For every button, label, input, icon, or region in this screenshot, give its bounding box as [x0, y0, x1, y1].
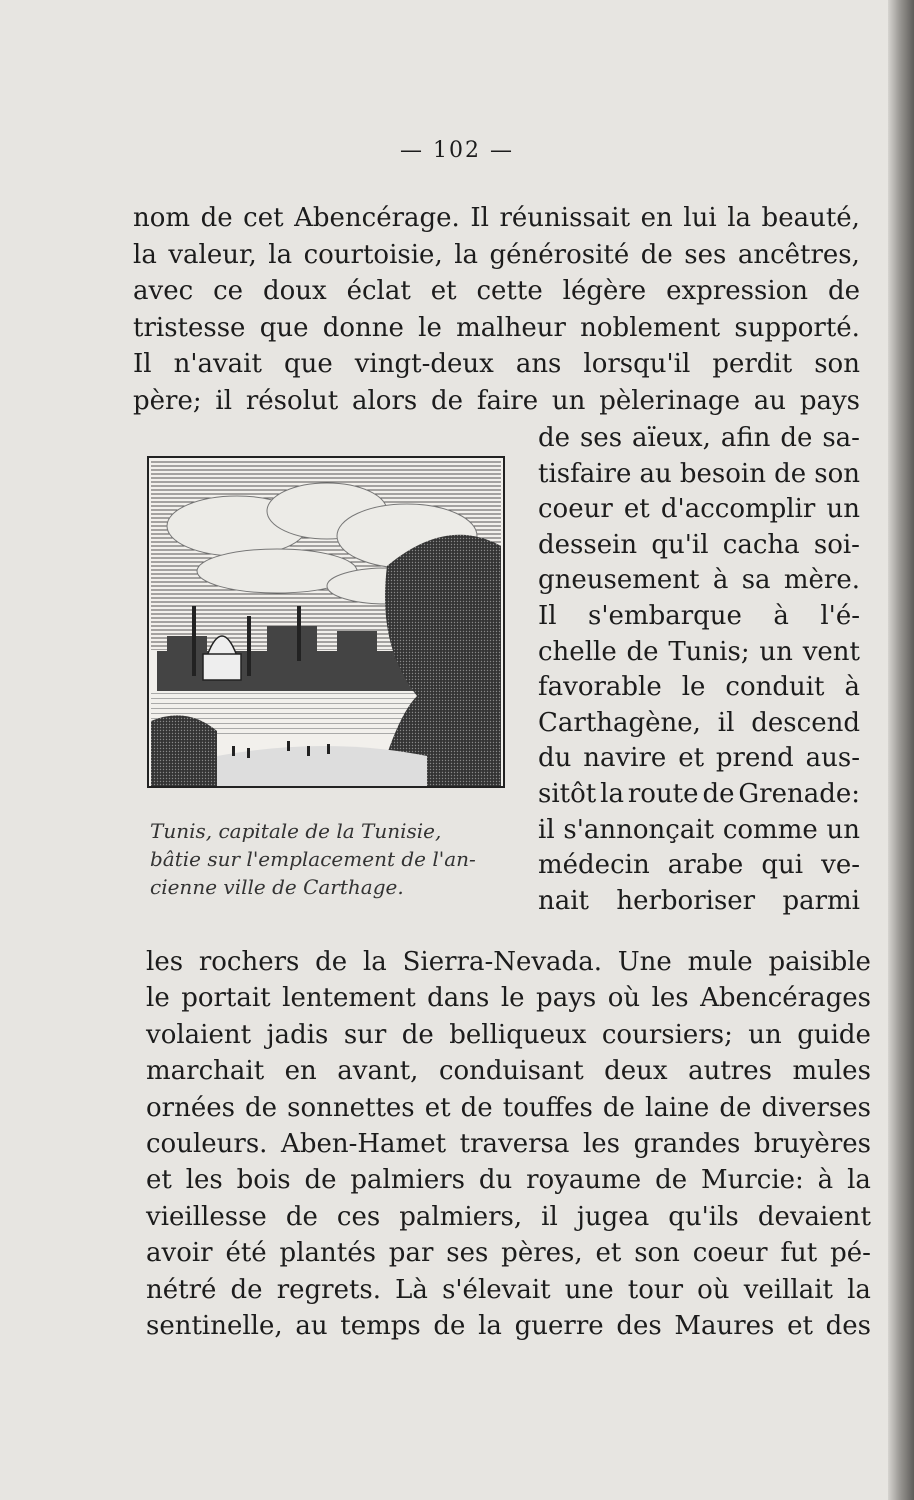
text-line: du navire et prend aus-	[538, 743, 860, 774]
text-line: marchait en avant, conduisant deux autres mules	[146, 1056, 871, 1087]
text-line: sitôt la route de Grenade:	[538, 779, 860, 809]
text-line: nétré de regrets. Là s'élevait une tour où veillait la	[146, 1274, 871, 1305]
text-line: volaient jadis sur de belliqueux coursiers; un guide	[146, 1019, 871, 1050]
text-line: et les bois de palmiers du royaume de Murcie: à la	[146, 1165, 871, 1196]
page-edge	[888, 0, 914, 1500]
text-line: le portait lentement dans le pays où les Abencérages	[146, 983, 871, 1014]
text-line: couleurs. Aben-Hamet traversa les grandes bruyères	[146, 1129, 871, 1159]
text-line: nom de cet Abencérage. Il réunissait en lui la beauté,	[133, 203, 860, 233]
text-line: nait herboriser parmi	[538, 885, 860, 916]
text-line: dessein qu'il cacha soi-	[538, 529, 860, 560]
caption-line: bâtie sur l'emplacement de l'an-	[150, 847, 476, 871]
text-line: la valeur, la courtoisie, la générosité de ses ancêtres,	[133, 239, 860, 270]
caption-line: Tunis, capitale de la Tunisie,	[150, 819, 442, 843]
text-line: tisfaire au besoin de son	[538, 458, 860, 489]
figure-caption	[150, 817, 520, 901]
tunis-engraving	[147, 456, 505, 788]
text-line: coeur et d'accomplir un	[538, 494, 860, 525]
text-line: il s'annonçait comme un	[538, 814, 860, 845]
text-line: Il n'avait que vingt-deux ans lorsqu'il perdit son	[133, 349, 860, 380]
text-line: Carthagène, il descend	[538, 707, 860, 738]
text-line: favorable le conduit à	[538, 672, 860, 703]
text-line: Il s'embarque à l'é-	[538, 601, 860, 631]
text-line: les rochers de la Sierra-Nevada. Une mule paisible	[146, 947, 871, 977]
text-line: avoir été plantés par ses pères, et son coeur fut pé-	[146, 1238, 871, 1269]
text-line: ornées de sonnettes et de touffes de laine de diverses	[146, 1092, 871, 1123]
text-line: vieillesse de ces palmiers, il jugea qu'ils devaient	[146, 1201, 871, 1232]
text-line: sentinelle, au temps de la guerre des Maures et des	[146, 1311, 871, 1341]
text-line: père; il résolut alors de faire un pèlerinage au pays	[133, 386, 860, 416]
page-number: — 102 —	[400, 138, 514, 163]
text-line: de ses aïeux, afin de sa-	[538, 423, 860, 453]
text-line: tristesse que donne le malheur noblement supporté.	[133, 312, 860, 343]
text-line: chelle de Tunis; un vent	[538, 636, 860, 667]
text-line: avec ce doux éclat et cette légère expression de	[133, 276, 860, 307]
text-line: médecin arabe qui ve-	[538, 850, 860, 881]
caption-line: cienne ville de Carthage.	[150, 875, 404, 899]
text-line: gneusement à sa mère.	[538, 565, 860, 596]
